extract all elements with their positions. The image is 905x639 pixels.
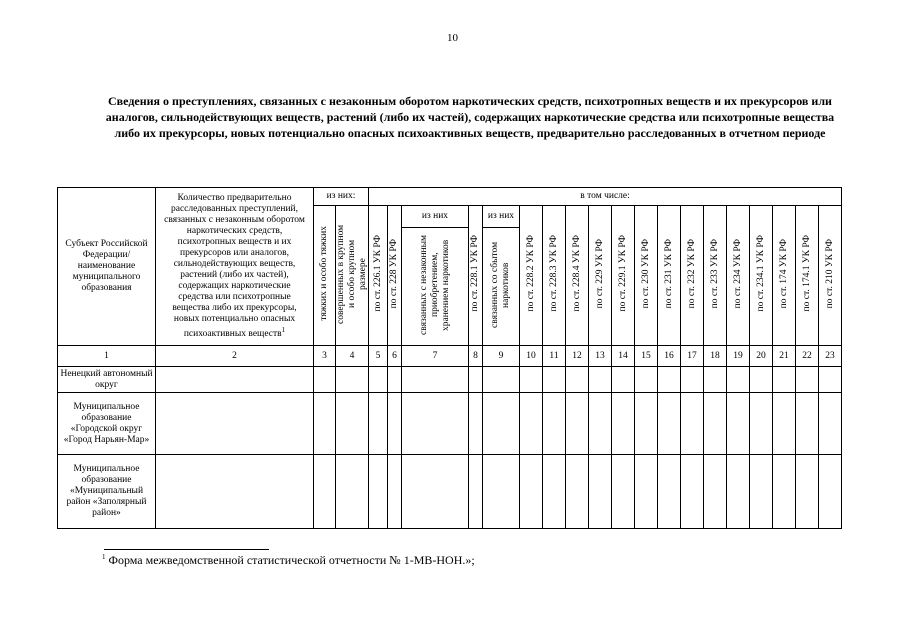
document-title: Сведения о преступлениях, связанных с незаконным оборотом наркотических средств, психотропных веществ и их прекурсоров или аналогов, сильнодействующих веществ, растений (либо их частей), содержащих наркотические средства или психотропные вещества либо их прекурсоры, новых потенциально опасных психоактивных веществ, предварительно расследованных в отчетном периоде xyxy=(105,94,835,140)
header-subject: Субъект Российской Федерации/ наименование муниципального образования xyxy=(58,188,156,346)
column-number: 17 xyxy=(681,346,704,367)
header-v-tom-chisle: в том числе: xyxy=(369,188,842,206)
header-col7-group: из них xyxy=(402,206,469,228)
header-article: по ст. 234.1 УК РФ xyxy=(750,206,773,346)
header-article: по ст. 230 УК РФ xyxy=(635,206,658,346)
column-number: 2 xyxy=(156,346,314,367)
header-col9: связанных со сбытом наркотиков xyxy=(483,228,520,346)
column-number: 7 xyxy=(402,346,469,367)
row-label: Муниципальное образование «Городской округ «Город Нарьян-Мар» xyxy=(58,393,156,455)
header-col6: по ст. 228 УК РФ xyxy=(388,206,402,346)
header-article: по ст. 174.1 УК РФ xyxy=(796,206,819,346)
row-label: Ненецкий автономный округ xyxy=(58,367,156,393)
statistics-table xyxy=(57,187,842,529)
column-number: 9 xyxy=(483,346,520,367)
column-number: 21 xyxy=(773,346,796,367)
header-article: по ст. 174 УК РФ xyxy=(773,206,796,346)
header-iz-nih: из них: xyxy=(314,188,369,206)
page-number: 10 xyxy=(447,32,458,44)
footnote-divider xyxy=(104,549,269,550)
header-col4: совершенных в крупном и особо крупном размере xyxy=(336,206,369,346)
header-col5: по ст. 226.1 УК РФ xyxy=(369,206,388,346)
column-number: 20 xyxy=(750,346,773,367)
column-number: 11 xyxy=(543,346,566,367)
column-numbers-row xyxy=(58,346,842,367)
header-article: по ст. 233 УК РФ xyxy=(704,206,727,346)
header-article: по ст. 210 УК РФ xyxy=(819,206,842,346)
header-article: по ст. 228.4 УК РФ xyxy=(566,206,589,346)
column-number: 19 xyxy=(727,346,750,367)
column-number: 18 xyxy=(704,346,727,367)
column-number: 22 xyxy=(796,346,819,367)
row-label: Муниципальное образование «Муниципальный район «Заполярный район» xyxy=(58,455,156,529)
table-row xyxy=(58,393,842,455)
header-article: по ст. 228.3 УК РФ xyxy=(543,206,566,346)
column-number: 23 xyxy=(819,346,842,367)
header-article: по ст. 229.1 УК РФ xyxy=(612,206,635,346)
header-article: по ст. 234 УК РФ xyxy=(727,206,750,346)
column-number: 1 xyxy=(58,346,156,367)
table-row xyxy=(58,455,842,529)
column-number: 6 xyxy=(388,346,402,367)
header-count: Количество предварительно расследованных преступлений, связанных с незаконным оборотом наркотических средств, психотропных веществ и их прекурсоров или аналогов, сильнодействующих веществ, растений (либо их частей), содержащих наркотические средства или психотропные вещества либо их прекурсоры, новых потенциально опасных психоактивных веществ$^1$ xyxy=(156,188,314,346)
header-col8: по ст. 228.1 УК РФ xyxy=(469,206,483,346)
column-number: 15 xyxy=(635,346,658,367)
column-number: 5 xyxy=(369,346,388,367)
header-article: по ст. 231 УК РФ xyxy=(658,206,681,346)
column-number: 16 xyxy=(658,346,681,367)
footnote: $^1$ Форма межведомственной статистической отчетности № 1-МВ-НОН.»; xyxy=(102,553,475,567)
header-col3: тяжких и особо тяжких xyxy=(314,206,336,346)
column-number: 10 xyxy=(520,346,543,367)
column-number: 3 xyxy=(314,346,336,367)
column-number: 8 xyxy=(469,346,483,367)
header-col9-group: из них xyxy=(483,206,520,228)
column-number: 12 xyxy=(566,346,589,367)
header-article: по ст. 232 УК РФ xyxy=(681,206,704,346)
column-number: 13 xyxy=(589,346,612,367)
header-col7: связанных с незаконным приобретением, хранением наркотиков xyxy=(402,228,469,346)
column-number: 14 xyxy=(612,346,635,367)
table-row xyxy=(58,367,842,393)
header-article: по ст. 229 УК РФ xyxy=(589,206,612,346)
column-number: 4 xyxy=(336,346,369,367)
header-article: по ст. 228.2 УК РФ xyxy=(520,206,543,346)
